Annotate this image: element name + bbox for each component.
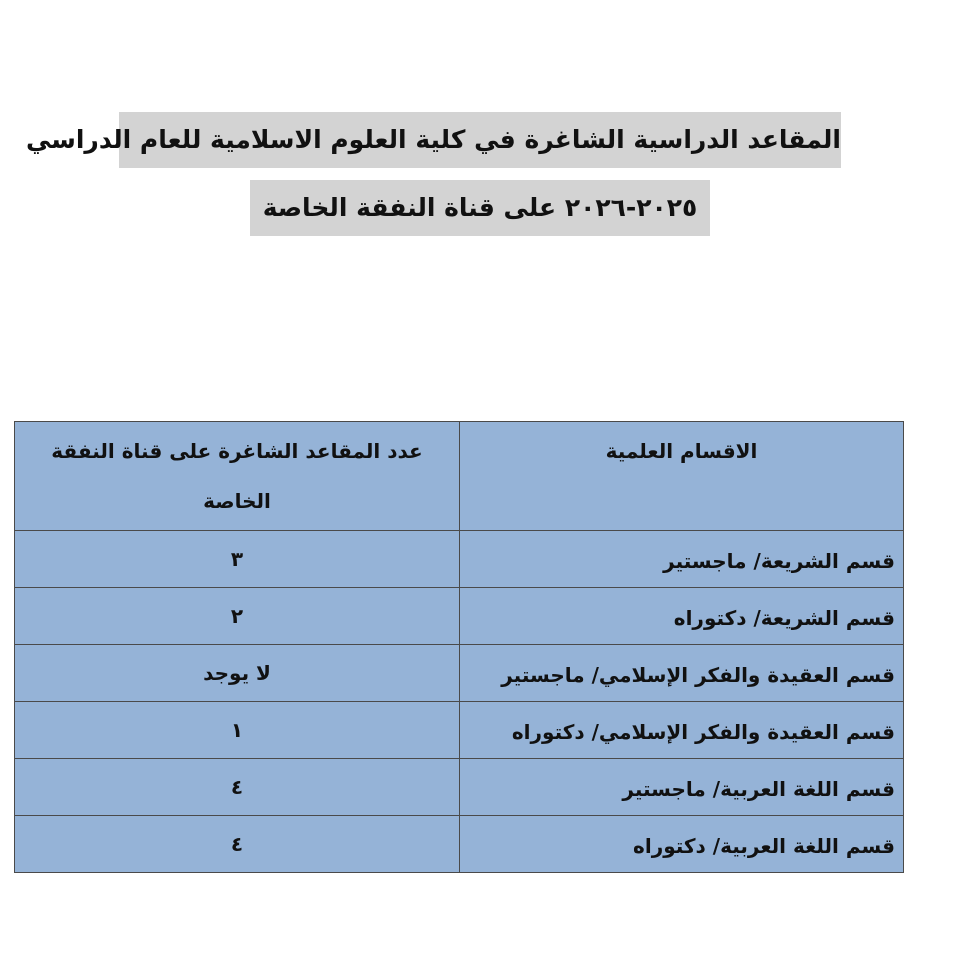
row-department: قسم اللغة العربية/ دكتوراه bbox=[460, 816, 904, 873]
table-row bbox=[15, 531, 904, 588]
table-row bbox=[15, 702, 904, 759]
row-department: قسم الشريعة/ ماجستير bbox=[460, 531, 904, 588]
table-row bbox=[15, 645, 904, 702]
row-seats: لا يوجد bbox=[15, 645, 460, 702]
table-header-row bbox=[15, 422, 904, 531]
vacant-seats-table bbox=[14, 421, 904, 873]
title-line-2: ٢٠٢٥-٢٠٢٦ على قناة النفقة الخاصة bbox=[250, 180, 710, 236]
document-title bbox=[0, 0, 973, 260]
table-row bbox=[15, 816, 904, 873]
row-department: قسم اللغة العربية/ ماجستير bbox=[460, 759, 904, 816]
header-seats: عدد المقاعد الشاغرة على قناة النفقة الخاصة bbox=[15, 422, 460, 531]
row-department: قسم العقيدة والفكر الإسلامي/ ماجستير bbox=[460, 645, 904, 702]
row-seats: ٤ bbox=[15, 816, 460, 873]
title-line-1: المقاعد الدراسية الشاغرة في كلية العلوم الاسلامية للعام الدراسي bbox=[119, 112, 841, 168]
table-row bbox=[15, 588, 904, 645]
row-seats: ٣ bbox=[15, 531, 460, 588]
row-seats: ١ bbox=[15, 702, 460, 759]
table-row bbox=[15, 759, 904, 816]
vacant-seats-table-container bbox=[51, 421, 904, 873]
header-department: الاقسام العلمية bbox=[460, 422, 904, 531]
row-seats: ٢ bbox=[15, 588, 460, 645]
row-department: قسم الشريعة/ دكتوراه bbox=[460, 588, 904, 645]
row-department: قسم العقيدة والفكر الإسلامي/ دكتوراه bbox=[460, 702, 904, 759]
row-seats: ٤ bbox=[15, 759, 460, 816]
